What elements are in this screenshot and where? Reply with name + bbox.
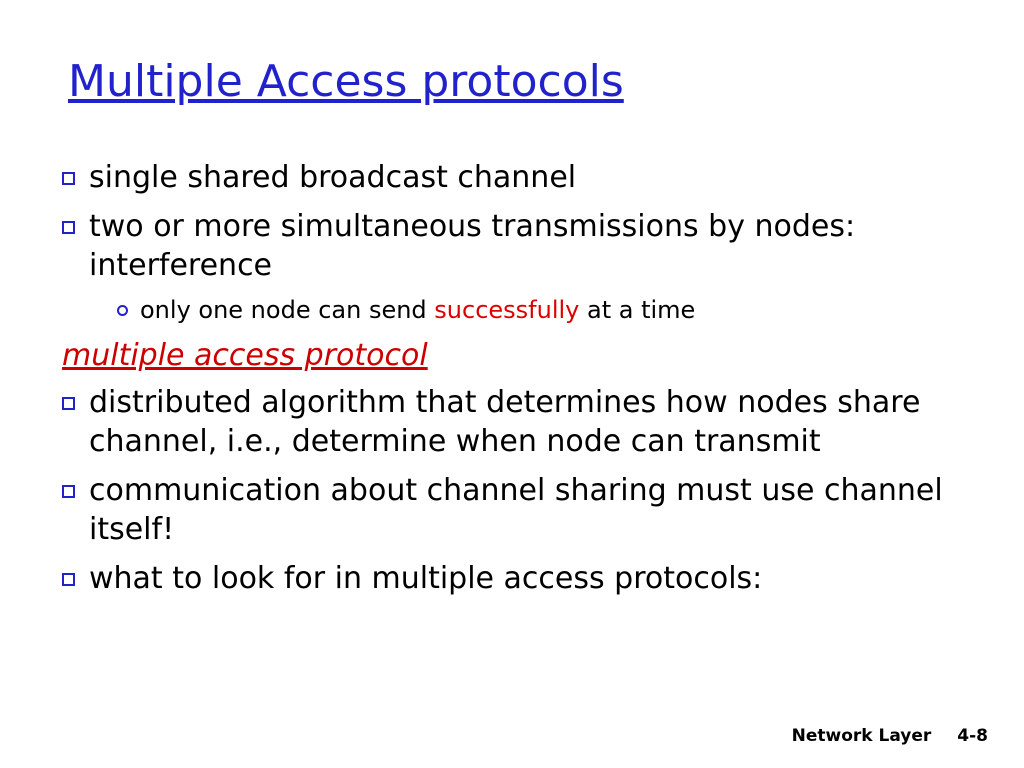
sub-list-item-text-highlight: successfully bbox=[434, 296, 580, 324]
sub-list-item-text-after: at a time bbox=[579, 296, 696, 324]
sub-list-item bbox=[117, 295, 982, 326]
list-item bbox=[62, 158, 982, 197]
list-item bbox=[62, 383, 982, 461]
square-bullet-icon bbox=[62, 172, 75, 185]
footer-page-number: 4-8 bbox=[957, 726, 988, 746]
square-bullet-icon bbox=[62, 397, 75, 410]
section-heading: multiple access protocol bbox=[62, 338, 428, 373]
page-title: Multiple Access protocols bbox=[68, 56, 624, 107]
list-item-text: what to look for in multiple access protocols: bbox=[89, 561, 763, 596]
sub-list-item-text bbox=[140, 295, 695, 326]
slide-body bbox=[62, 158, 982, 608]
sub-list-item-text-before: only one node can send bbox=[140, 296, 435, 324]
square-bullet-icon bbox=[62, 485, 75, 498]
footer-label: Network Layer bbox=[791, 726, 932, 746]
square-bullet-icon bbox=[62, 573, 75, 586]
circle-bullet-icon bbox=[117, 305, 128, 316]
list-item-text: communication about channel sharing must use channel itself! bbox=[89, 473, 943, 547]
square-bullet-icon bbox=[62, 221, 75, 234]
list-item-text: distributed algorithm that determines how nodes share channel, i.e., determine when node can transmit bbox=[89, 385, 921, 459]
list-item bbox=[62, 471, 982, 549]
list-item-text: two or more simultaneous transmissions by nodes: interference bbox=[89, 209, 856, 283]
list-item bbox=[62, 207, 982, 285]
list-item-text: single shared broadcast channel bbox=[89, 160, 577, 195]
list-item bbox=[62, 559, 982, 598]
slide-footer bbox=[792, 726, 988, 746]
